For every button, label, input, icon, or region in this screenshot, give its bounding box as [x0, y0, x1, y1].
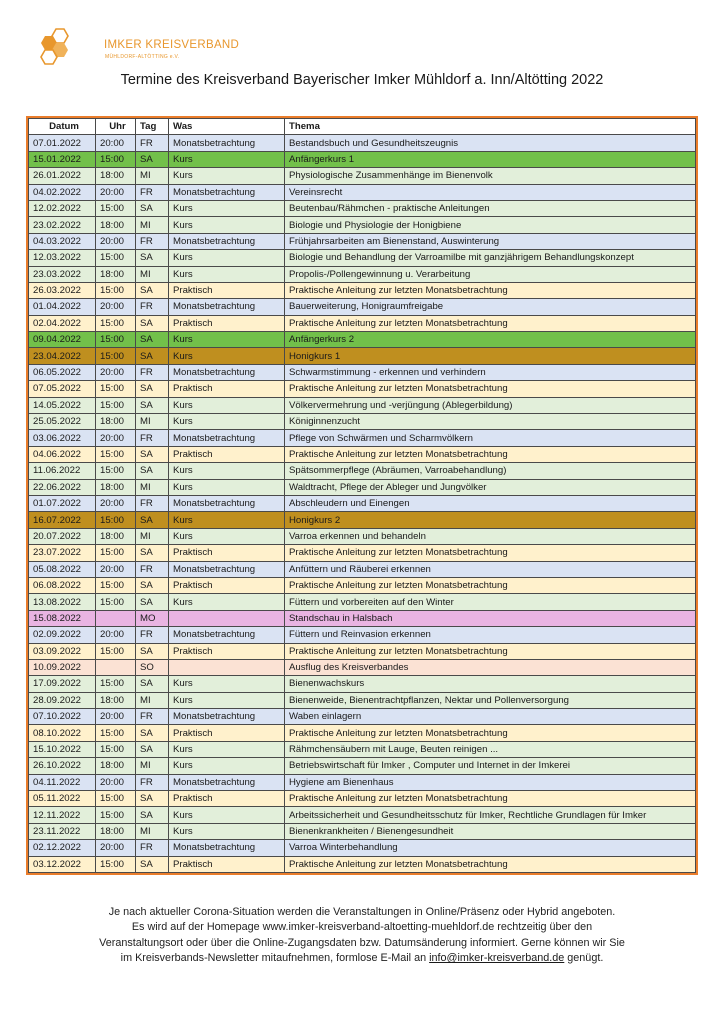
- cell-thema: Varroa Winterbehandlung: [285, 840, 696, 856]
- cell-time: 20:00: [96, 840, 136, 856]
- cell-day: MI: [136, 758, 169, 774]
- cell-date: 26.03.2022: [29, 282, 96, 298]
- table-row: [29, 479, 696, 495]
- cell-day: SA: [136, 643, 169, 659]
- table-row: [29, 364, 696, 380]
- cell-was: Kurs: [169, 758, 285, 774]
- cell-was: Praktisch: [169, 725, 285, 741]
- cell-day: MI: [136, 479, 169, 495]
- cell-time: 15:00: [96, 741, 136, 757]
- cell-day: FR: [136, 364, 169, 380]
- cell-time: 20:00: [96, 774, 136, 790]
- cell-time: 15:00: [96, 151, 136, 167]
- cell-was: Praktisch: [169, 643, 285, 659]
- cell-date: 02.09.2022: [29, 627, 96, 643]
- cell-time: [96, 659, 136, 675]
- email-link[interactable]: info@imker-kreisverband.de: [429, 952, 565, 965]
- cell-thema: Betriebswirtschaft für Imker , Computer und Internet in der Imkerei: [285, 758, 696, 774]
- cell-date: 22.06.2022: [29, 479, 96, 495]
- cell-was: Kurs: [169, 250, 285, 266]
- cell-date: 07.10.2022: [29, 709, 96, 725]
- schedule-table-body: [29, 135, 696, 873]
- cell-time: 15:00: [96, 725, 136, 741]
- cell-date: 05.11.2022: [29, 791, 96, 807]
- cell-was: Kurs: [169, 151, 285, 167]
- table-row: [29, 168, 696, 184]
- cell-time: 18:00: [96, 479, 136, 495]
- cell-time: 15:00: [96, 643, 136, 659]
- cell-date: 17.09.2022: [29, 676, 96, 692]
- cell-date: 03.12.2022: [29, 856, 96, 872]
- cell-thema: Praktische Anleitung zur letzten Monatsbetrachtung: [285, 315, 696, 331]
- cell-time: 20:00: [96, 495, 136, 511]
- cell-was: Praktisch: [169, 446, 285, 462]
- cell-day: MI: [136, 528, 169, 544]
- cell-was: Praktisch: [169, 856, 285, 872]
- cell-date: 23.11.2022: [29, 823, 96, 839]
- schedule-table-frame: [26, 116, 698, 875]
- footer-text: im Kreisverbands-Newsletter mitaufnehmen, formlose E-Mail an: [120, 952, 430, 965]
- cell-day: FR: [136, 627, 169, 643]
- cell-thema: Anfängerkurs 2: [285, 332, 696, 348]
- cell-time: 15:00: [96, 545, 136, 561]
- footer-line: [0, 951, 724, 966]
- cell-was: Kurs: [169, 217, 285, 233]
- cell-time: 18:00: [96, 217, 136, 233]
- cell-was: Monatsbetrachtung: [169, 233, 285, 249]
- cell-time: 15:00: [96, 594, 136, 610]
- cell-thema: Pflege von Schwärmen und Scharmvölkern: [285, 430, 696, 446]
- cell-date: 01.04.2022: [29, 299, 96, 315]
- footer-note: [0, 905, 724, 967]
- cell-time: 15:00: [96, 397, 136, 413]
- cell-date: 23.04.2022: [29, 348, 96, 364]
- table-row: [29, 495, 696, 511]
- cell-day: SA: [136, 725, 169, 741]
- header-thema: Thema: [285, 119, 696, 135]
- cell-day: SA: [136, 807, 169, 823]
- footer-line: Veranstaltungsort oder über die Online-Zugangsdaten bzw. Datumsänderung informiert. Gerne können wir Sie: [99, 936, 625, 949]
- table-row: [29, 348, 696, 364]
- cell-date: 10.09.2022: [29, 659, 96, 675]
- table-row: [29, 430, 696, 446]
- cell-was: Kurs: [169, 512, 285, 528]
- table-row: [29, 446, 696, 462]
- table-row: [29, 807, 696, 823]
- cell-day: MI: [136, 217, 169, 233]
- cell-time: 18:00: [96, 692, 136, 708]
- cell-thema: Bienenwachskurs: [285, 676, 696, 692]
- cell-date: 23.03.2022: [29, 266, 96, 282]
- cell-day: SA: [136, 545, 169, 561]
- table-row: [29, 528, 696, 544]
- table-row: [29, 643, 696, 659]
- cell-time: 20:00: [96, 709, 136, 725]
- cell-date: 01.07.2022: [29, 495, 96, 511]
- cell-was: Monatsbetrachtung: [169, 299, 285, 315]
- table-row: [29, 791, 696, 807]
- cell-thema: Königinnenzucht: [285, 414, 696, 430]
- cell-date: 07.01.2022: [29, 135, 96, 151]
- cell-date: 15.01.2022: [29, 151, 96, 167]
- cell-date: 14.05.2022: [29, 397, 96, 413]
- logo-subtitle: MÜHLDORF-ALTÖTTING e.V.: [105, 54, 180, 60]
- cell-was: Praktisch: [169, 577, 285, 593]
- table-row: [29, 397, 696, 413]
- cell-day: SA: [136, 791, 169, 807]
- cell-time: 18:00: [96, 758, 136, 774]
- cell-thema: Frühjahrsarbeiten am Bienenstand, Auswinterung: [285, 233, 696, 249]
- cell-was: Kurs: [169, 807, 285, 823]
- cell-day: SO: [136, 659, 169, 675]
- cell-was: Monatsbetrachtung: [169, 495, 285, 511]
- cell-date: 09.04.2022: [29, 332, 96, 348]
- cell-day: FR: [136, 774, 169, 790]
- cell-was: Monatsbetrachtung: [169, 840, 285, 856]
- cell-was: Monatsbetrachtung: [169, 709, 285, 725]
- cell-date: 20.07.2022: [29, 528, 96, 544]
- cell-time: 20:00: [96, 561, 136, 577]
- cell-day: FR: [136, 299, 169, 315]
- cell-time: 15:00: [96, 200, 136, 216]
- table-row: [29, 200, 696, 216]
- cell-was: [169, 610, 285, 626]
- cell-thema: Anfängerkurs 1: [285, 151, 696, 167]
- cell-day: SA: [136, 332, 169, 348]
- cell-thema: Honigkurs 2: [285, 512, 696, 528]
- cell-time: 20:00: [96, 135, 136, 151]
- cell-time: 20:00: [96, 430, 136, 446]
- cell-thema: Waldtracht, Pflege der Ableger und Jungvölker: [285, 479, 696, 495]
- cell-date: 05.08.2022: [29, 561, 96, 577]
- cell-was: Kurs: [169, 200, 285, 216]
- cell-time: 20:00: [96, 184, 136, 200]
- cell-date: 12.11.2022: [29, 807, 96, 823]
- cell-day: SA: [136, 594, 169, 610]
- table-row: [29, 709, 696, 725]
- cell-thema: Bienenkrankheiten / Bienengesundheit: [285, 823, 696, 839]
- cell-thema: Biologie und Behandlung der Varroamilbe mit ganzjährigem Behandlungskonzept: [285, 250, 696, 266]
- cell-time: 20:00: [96, 233, 136, 249]
- cell-date: 07.05.2022: [29, 381, 96, 397]
- cell-thema: Honigkurs 1: [285, 348, 696, 364]
- cell-day: FR: [136, 495, 169, 511]
- table-row: [29, 315, 696, 331]
- table-row: [29, 741, 696, 757]
- table-row: [29, 184, 696, 200]
- cell-time: 15:00: [96, 282, 136, 298]
- cell-date: 04.03.2022: [29, 233, 96, 249]
- cell-thema: Anfüttern und Räuberei erkennen: [285, 561, 696, 577]
- table-row: [29, 610, 696, 626]
- cell-time: 15:00: [96, 463, 136, 479]
- cell-date: 11.06.2022: [29, 463, 96, 479]
- cell-day: FR: [136, 561, 169, 577]
- table-row: [29, 282, 696, 298]
- header-time: Uhr: [96, 119, 136, 135]
- table-row: [29, 823, 696, 839]
- cell-thema: Praktische Anleitung zur letzten Monatsbetrachtung: [285, 545, 696, 561]
- table-row: [29, 299, 696, 315]
- header-date: Datum: [29, 119, 96, 135]
- table-row: [29, 577, 696, 593]
- cell-was: Monatsbetrachtung: [169, 430, 285, 446]
- cell-time: 15:00: [96, 446, 136, 462]
- cell-date: 04.06.2022: [29, 446, 96, 462]
- cell-date: 06.05.2022: [29, 364, 96, 380]
- cell-day: MO: [136, 610, 169, 626]
- cell-time: 15:00: [96, 577, 136, 593]
- table-row: [29, 856, 696, 872]
- cell-date: 02.12.2022: [29, 840, 96, 856]
- cell-date: 02.04.2022: [29, 315, 96, 331]
- table-row: [29, 659, 696, 675]
- cell-day: SA: [136, 397, 169, 413]
- cell-was: Kurs: [169, 741, 285, 757]
- cell-thema: Praktische Anleitung zur letzten Monatsbetrachtung: [285, 791, 696, 807]
- cell-thema: Abschleudern und Einengen: [285, 495, 696, 511]
- table-row: [29, 561, 696, 577]
- cell-date: 12.02.2022: [29, 200, 96, 216]
- cell-thema: Praktische Anleitung zur letzten Monatsbetrachtung: [285, 577, 696, 593]
- table-row: [29, 217, 696, 233]
- cell-was: Praktisch: [169, 791, 285, 807]
- cell-date: 04.11.2022: [29, 774, 96, 790]
- cell-thema: Praktische Anleitung zur letzten Monatsbetrachtung: [285, 282, 696, 298]
- cell-was: Kurs: [169, 168, 285, 184]
- cell-day: FR: [136, 840, 169, 856]
- cell-time: 15:00: [96, 250, 136, 266]
- table-row: [29, 676, 696, 692]
- honeycomb-logo-icon: [34, 25, 104, 75]
- cell-thema: Praktische Anleitung zur letzten Monatsbetrachtung: [285, 381, 696, 397]
- cell-thema: Hygiene am Bienenhaus: [285, 774, 696, 790]
- cell-day: SA: [136, 676, 169, 692]
- cell-time: 20:00: [96, 299, 136, 315]
- association-logo: [34, 25, 240, 75]
- cell-was: Kurs: [169, 823, 285, 839]
- cell-was: Kurs: [169, 594, 285, 610]
- cell-time: 15:00: [96, 807, 136, 823]
- cell-was: Monatsbetrachtung: [169, 184, 285, 200]
- header-day: Tag: [136, 119, 169, 135]
- table-header-row: [29, 119, 696, 135]
- cell-date: 12.03.2022: [29, 250, 96, 266]
- cell-time: 15:00: [96, 348, 136, 364]
- cell-was: Kurs: [169, 463, 285, 479]
- cell-time: 15:00: [96, 791, 136, 807]
- table-row: [29, 381, 696, 397]
- cell-thema: Füttern und vorbereiten auf den Winter: [285, 594, 696, 610]
- cell-thema: Bestandsbuch und Gesundheitszeugnis: [285, 135, 696, 151]
- cell-date: 03.09.2022: [29, 643, 96, 659]
- cell-thema: Spätsommerpflege (Abräumen, Varroabehandlung): [285, 463, 696, 479]
- cell-day: SA: [136, 446, 169, 462]
- cell-day: SA: [136, 381, 169, 397]
- cell-date: 25.05.2022: [29, 414, 96, 430]
- cell-day: SA: [136, 741, 169, 757]
- cell-thema: Bienenweide, Bienentrachtpflanzen, Nektar und Pollenversorgung: [285, 692, 696, 708]
- cell-was: Kurs: [169, 479, 285, 495]
- cell-day: SA: [136, 200, 169, 216]
- cell-thema: Standschau in Halsbach: [285, 610, 696, 626]
- cell-day: FR: [136, 233, 169, 249]
- cell-date: 15.08.2022: [29, 610, 96, 626]
- cell-time: 15:00: [96, 315, 136, 331]
- table-row: [29, 725, 696, 741]
- cell-was: Kurs: [169, 676, 285, 692]
- table-row: [29, 233, 696, 249]
- cell-day: MI: [136, 414, 169, 430]
- cell-thema: Propolis-/Pollengewinnung u. Verarbeitung: [285, 266, 696, 282]
- cell-thema: Bauerweiterung, Honigraumfreigabe: [285, 299, 696, 315]
- table-row: [29, 266, 696, 282]
- table-row: [29, 250, 696, 266]
- cell-thema: Varroa erkennen und behandeln: [285, 528, 696, 544]
- cell-time: 20:00: [96, 364, 136, 380]
- page-title: Termine des Kreisverband Bayerischer Imker Mühldorf a. Inn/Altötting 2022: [120, 72, 604, 88]
- cell-day: FR: [136, 135, 169, 151]
- cell-thema: Praktische Anleitung zur letzten Monatsbetrachtung: [285, 725, 696, 741]
- cell-thema: Rähmchensäubern mit Lauge, Beuten reinigen ...: [285, 741, 696, 757]
- cell-thema: Praktische Anleitung zur letzten Monatsbetrachtung: [285, 856, 696, 872]
- table-row: [29, 545, 696, 561]
- cell-thema: Völkervermehrung und -verjüngung (Ablegerbildung): [285, 397, 696, 413]
- cell-day: SA: [136, 856, 169, 872]
- schedule-table: [28, 118, 696, 873]
- cell-was: Kurs: [169, 528, 285, 544]
- cell-thema: Beutenbau/Rähmchen - praktische Anleitungen: [285, 200, 696, 216]
- cell-day: SA: [136, 250, 169, 266]
- table-row: [29, 758, 696, 774]
- cell-date: 26.01.2022: [29, 168, 96, 184]
- cell-time: 15:00: [96, 381, 136, 397]
- cell-day: MI: [136, 168, 169, 184]
- cell-day: MI: [136, 266, 169, 282]
- cell-day: MI: [136, 692, 169, 708]
- cell-time: 15:00: [96, 332, 136, 348]
- cell-time: 18:00: [96, 266, 136, 282]
- cell-was: Kurs: [169, 348, 285, 364]
- cell-was: Kurs: [169, 397, 285, 413]
- table-row: [29, 692, 696, 708]
- cell-thema: Physiologische Zusammenhänge im Bienenvolk: [285, 168, 696, 184]
- cell-date: 13.08.2022: [29, 594, 96, 610]
- cell-date: 28.09.2022: [29, 692, 96, 708]
- cell-was: Monatsbetrachtung: [169, 364, 285, 380]
- footer-line: Es wird auf der Homepage www.imker-kreisverband-altoetting-muehldorf.de rechtzeitig über den: [131, 921, 593, 934]
- cell-was: Kurs: [169, 332, 285, 348]
- cell-date: 26.10.2022: [29, 758, 96, 774]
- table-row: [29, 774, 696, 790]
- cell-time: 18:00: [96, 414, 136, 430]
- footer-line: Je nach aktueller Corona-Situation werden die Veranstaltungen in Online/Präsenz oder Hybrid angeboten.: [108, 906, 616, 918]
- cell-thema: Biologie und Physiologie der Honigbiene: [285, 217, 696, 233]
- table-row: [29, 627, 696, 643]
- cell-day: FR: [136, 709, 169, 725]
- cell-date: 04.02.2022: [29, 184, 96, 200]
- cell-was: Praktisch: [169, 282, 285, 298]
- cell-was: Monatsbetrachtung: [169, 135, 285, 151]
- cell-day: SA: [136, 348, 169, 364]
- cell-thema: Arbeitssicherheit und Gesundheitsschutz für Imker, Rechtliche Grundlagen für Imker: [285, 807, 696, 823]
- cell-time: [96, 610, 136, 626]
- cell-thema: Vereinsrecht: [285, 184, 696, 200]
- cell-was: Praktisch: [169, 315, 285, 331]
- table-row: [29, 332, 696, 348]
- cell-was: Monatsbetrachtung: [169, 627, 285, 643]
- cell-date: 16.07.2022: [29, 512, 96, 528]
- cell-date: 06.08.2022: [29, 577, 96, 593]
- cell-was: Kurs: [169, 266, 285, 282]
- cell-thema: Schwarmstimmung - erkennen und verhindern: [285, 364, 696, 380]
- table-row: [29, 151, 696, 167]
- table-row: [29, 463, 696, 479]
- footer-text: genügt.: [564, 952, 604, 965]
- cell-day: FR: [136, 430, 169, 446]
- cell-date: 03.06.2022: [29, 430, 96, 446]
- cell-day: FR: [136, 184, 169, 200]
- cell-was: Praktisch: [169, 545, 285, 561]
- cell-time: 15:00: [96, 512, 136, 528]
- table-row: [29, 594, 696, 610]
- cell-was: Monatsbetrachtung: [169, 561, 285, 577]
- logo-title: IMKER KREISVERBAND: [104, 39, 240, 51]
- header-was: Was: [169, 119, 285, 135]
- cell-date: 23.02.2022: [29, 217, 96, 233]
- table-row: [29, 512, 696, 528]
- cell-time: 15:00: [96, 676, 136, 692]
- cell-was: Monatsbetrachtung: [169, 774, 285, 790]
- cell-thema: Ausflug des Kreisverbandes: [285, 659, 696, 675]
- cell-thema: Füttern und Reinvasion erkennen: [285, 627, 696, 643]
- cell-time: 15:00: [96, 856, 136, 872]
- cell-day: SA: [136, 463, 169, 479]
- cell-day: SA: [136, 151, 169, 167]
- cell-thema: Praktische Anleitung zur letzten Monatsbetrachtung: [285, 643, 696, 659]
- cell-date: 08.10.2022: [29, 725, 96, 741]
- table-row: [29, 414, 696, 430]
- cell-day: SA: [136, 315, 169, 331]
- cell-was: Kurs: [169, 692, 285, 708]
- cell-day: SA: [136, 282, 169, 298]
- cell-was: Praktisch: [169, 381, 285, 397]
- cell-time: 18:00: [96, 168, 136, 184]
- cell-thema: Praktische Anleitung zur letzten Monatsbetrachtung: [285, 446, 696, 462]
- cell-time: 18:00: [96, 528, 136, 544]
- cell-was: [169, 659, 285, 675]
- cell-was: Kurs: [169, 414, 285, 430]
- table-row: [29, 135, 696, 151]
- cell-day: SA: [136, 577, 169, 593]
- table-row: [29, 840, 696, 856]
- cell-day: MI: [136, 823, 169, 839]
- cell-time: 18:00: [96, 823, 136, 839]
- cell-day: SA: [136, 512, 169, 528]
- cell-thema: Waben einlagern: [285, 709, 696, 725]
- cell-time: 20:00: [96, 627, 136, 643]
- cell-date: 15.10.2022: [29, 741, 96, 757]
- cell-date: 23.07.2022: [29, 545, 96, 561]
